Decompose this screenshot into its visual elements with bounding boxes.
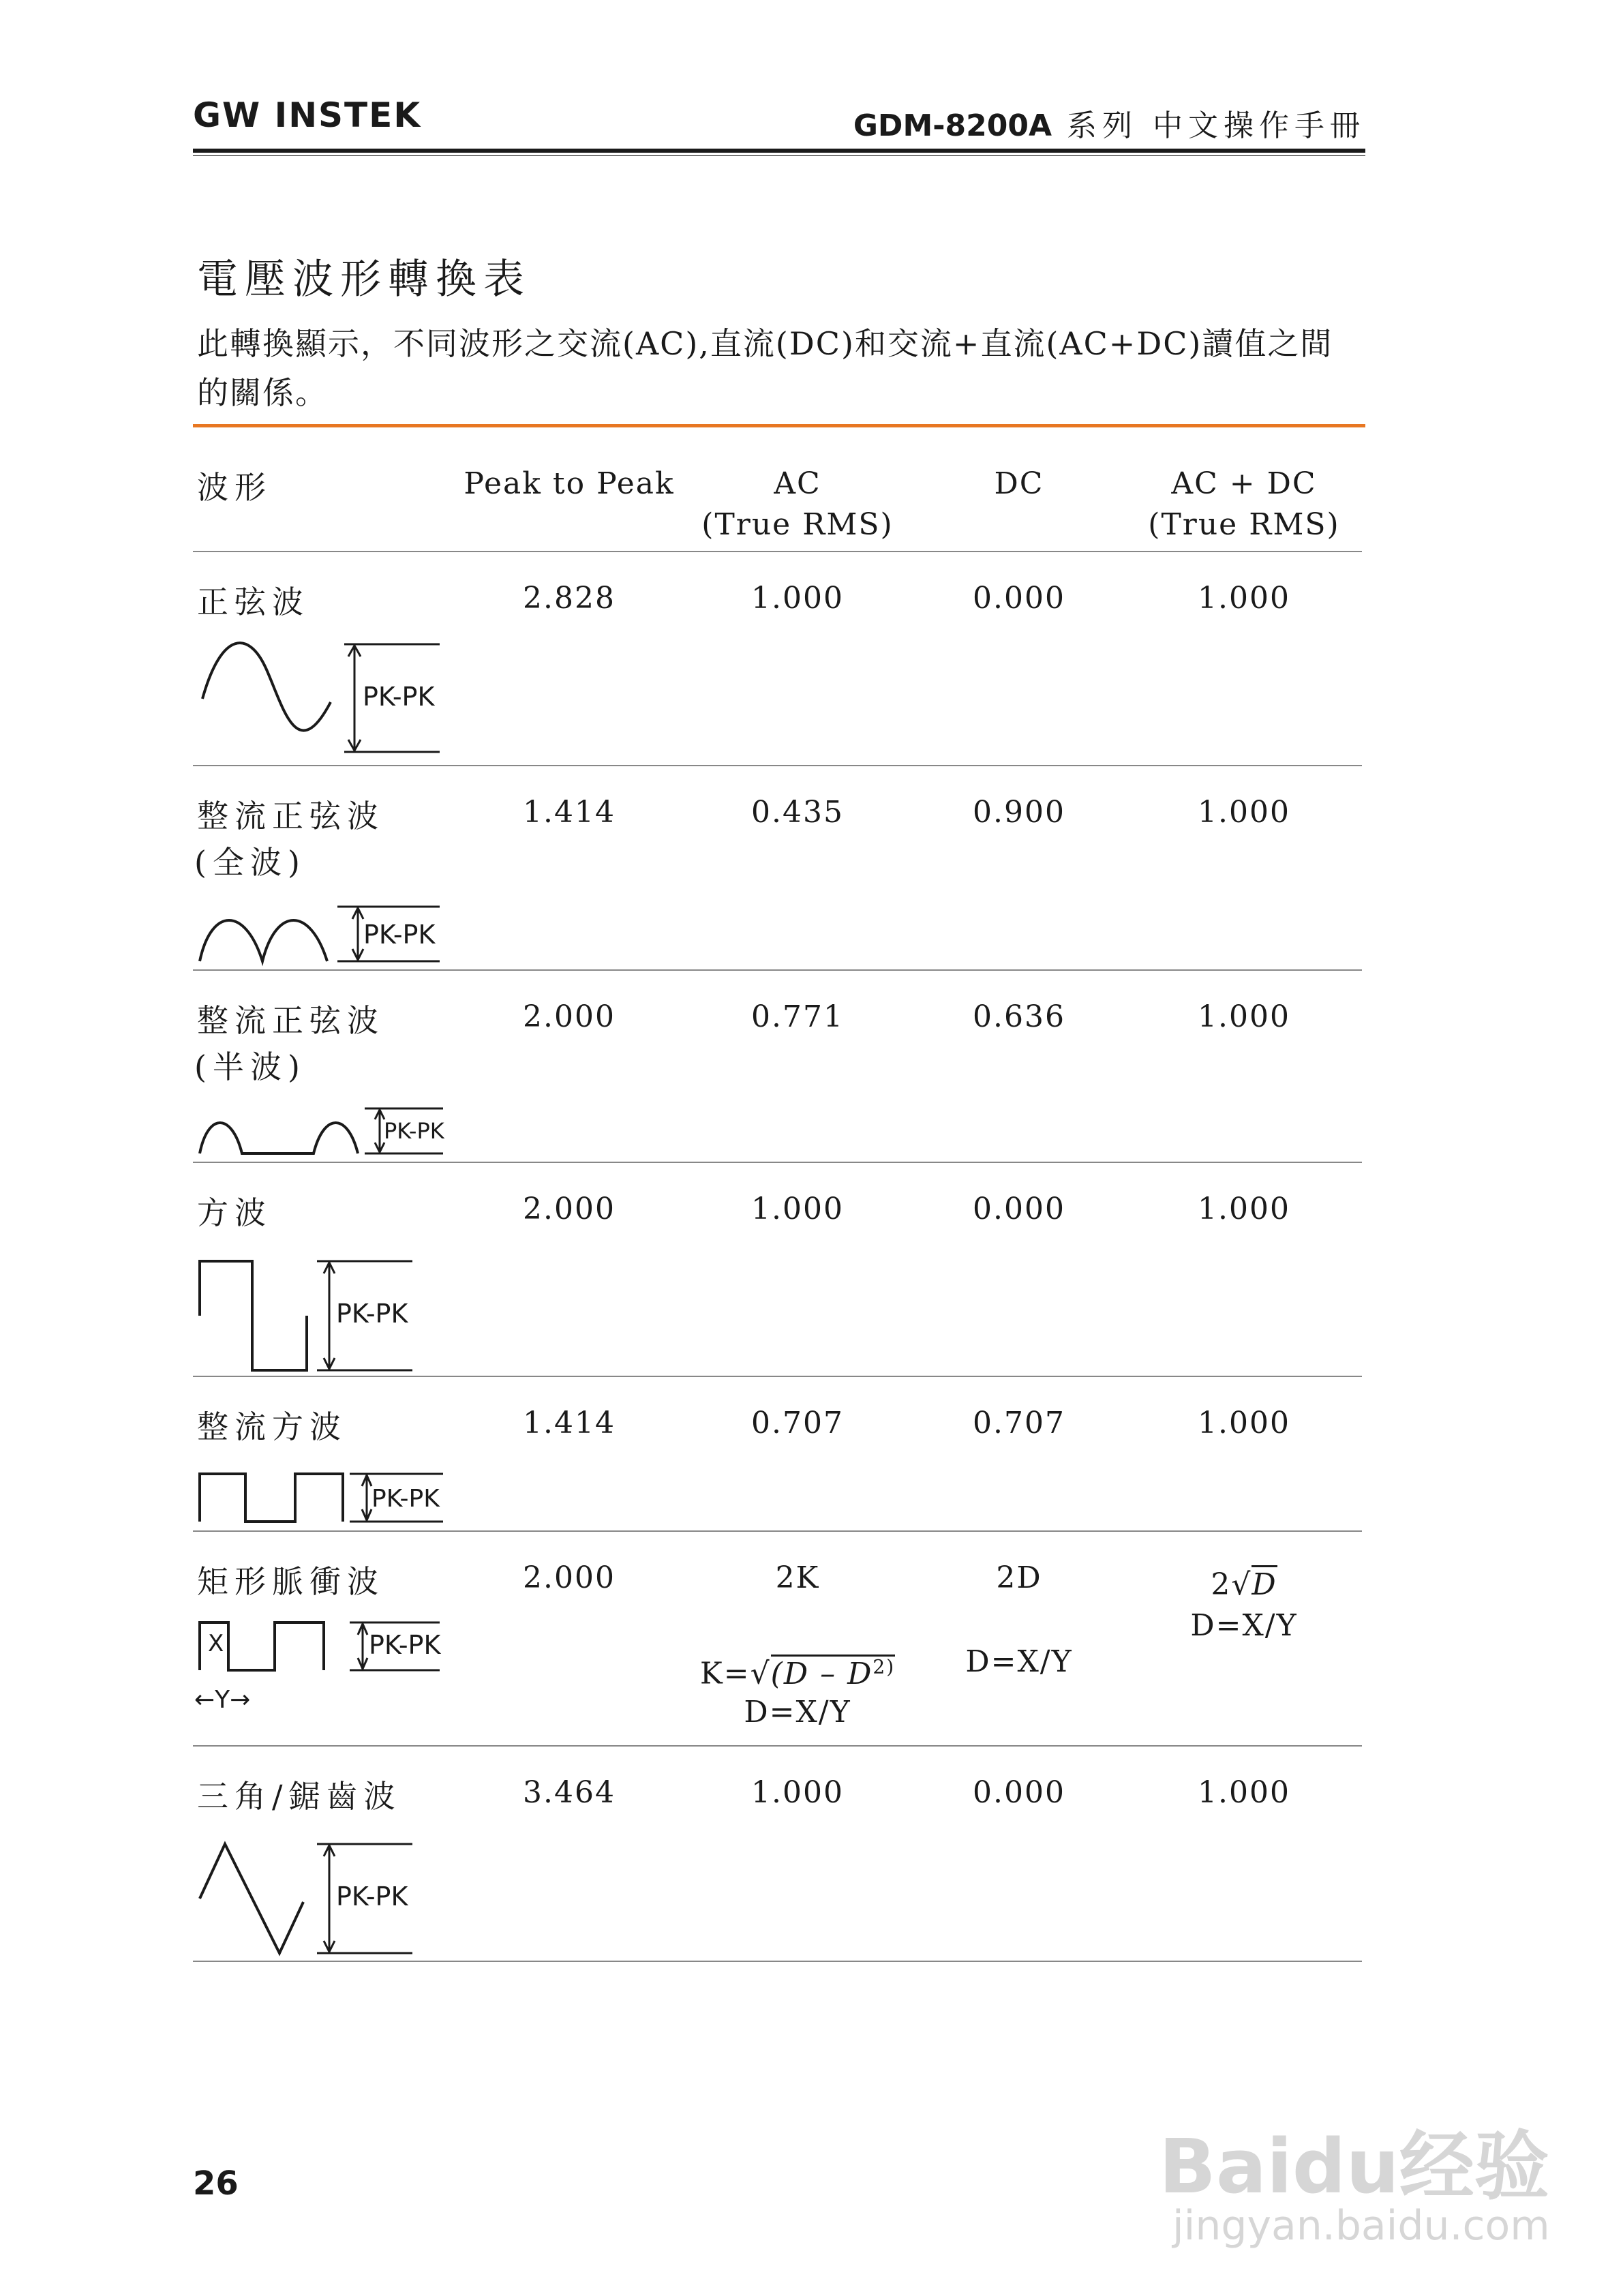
row-separator-6 <box>193 1745 1362 1747</box>
row-rectsquare-dc: 0.707 <box>973 1406 1065 1440</box>
manual-title-cn: 系列 中文操作手冊 <box>1052 108 1365 143</box>
row-fullwave-p2p: 1.414 <box>523 795 616 830</box>
brand-logo: GW INSTEK <box>193 95 422 135</box>
pulse-acdc-formula: D=X/Y <box>1190 1608 1298 1643</box>
header-acdc-line1: AC + DC <box>1171 466 1317 501</box>
row-pulse-ac: 2K <box>775 1560 820 1595</box>
pulse-ac-d: D=X/Y <box>744 1695 851 1729</box>
row-sine-name: 正弦波 <box>197 584 309 620</box>
triangle-pk-label: PK-PK <box>336 1882 408 1912</box>
rectsquare-figure <box>194 1466 453 1527</box>
pulse-acdc-sqrt: D <box>1252 1565 1277 1602</box>
row-sine-acdc: 1.000 <box>1198 581 1290 616</box>
watermark-logo: Baidu经验 <box>1159 2123 1549 2210</box>
row-triangle-ac: 1.000 <box>751 1775 844 1810</box>
sine-pk-label: PK-PK <box>363 682 435 712</box>
section-title: 電壓波形轉換表 <box>197 256 531 303</box>
header-waveform: 波形 <box>197 469 272 506</box>
row-square-dc: 0.000 <box>973 1192 1065 1226</box>
page-number: 26 <box>193 2164 239 2203</box>
pulse-ac-k: K= <box>699 1656 750 1691</box>
square-wave-figure <box>194 1254 453 1377</box>
row-fullwave-dc: 0.900 <box>973 795 1065 830</box>
header-separator <box>193 551 1362 552</box>
row-halfwave-acdc: 1.000 <box>1198 999 1290 1034</box>
row-pulse-acdc: 2√D <box>1118 1565 1370 1605</box>
row-square-name: 方波 <box>197 1194 272 1231</box>
row-fullwave-sub: (全波) <box>194 844 306 881</box>
row-fullwave-acdc: 1.000 <box>1198 795 1290 830</box>
row-rectsquare-ac: 0.707 <box>751 1406 844 1440</box>
row-triangle-name: 三角/鋸齒波 <box>197 1778 401 1815</box>
row-sine-ac: 1.000 <box>751 581 844 616</box>
triangle-wave-figure <box>194 1837 453 1960</box>
pulse-figure <box>194 1616 460 1718</box>
pulse-x-label: X <box>208 1630 224 1657</box>
manual-title <box>853 101 1365 145</box>
row-square-ac: 1.000 <box>751 1192 844 1226</box>
pulse-dc-formula: D=X/Y <box>965 1644 1073 1679</box>
row-halfwave-sub: (半波) <box>194 1048 306 1085</box>
row-separator-5 <box>193 1530 1362 1532</box>
row-pulse-p2p: 2.000 <box>523 1560 616 1595</box>
row-pulse-dc: 2D <box>996 1560 1042 1595</box>
row-halfwave-p2p: 2.000 <box>523 999 616 1034</box>
header-dc: DC <box>994 466 1044 501</box>
header-ac-line2: (True RMS) <box>701 507 894 542</box>
row-triangle-acdc: 1.000 <box>1198 1775 1290 1810</box>
pulse-ac-formula: $K=√(D - D^{2)}$ <box>699 1655 896 1691</box>
row-rectsquare-acdc: 1.000 <box>1198 1406 1290 1440</box>
section-intro: 此轉換顯示，不同波形之交流(AC),直流(DC)和交流+直流(AC+DC)讀值之間的關係。 <box>197 325 1333 411</box>
row-separator-1 <box>193 765 1362 766</box>
row-separator-4 <box>193 1376 1362 1377</box>
pulse-ac-expr-sup: 2) <box>873 1655 896 1678</box>
pulse-ac-expr <box>771 1655 895 1691</box>
watermark-url: jingyan.baidu.com <box>1172 2202 1550 2250</box>
rectsquare-pk-label: PK-PK <box>371 1485 440 1513</box>
row-triangle-dc: 0.000 <box>973 1775 1065 1810</box>
halfwave-figure <box>194 1099 453 1160</box>
header-acdc-line2: (True RMS) <box>1148 507 1340 542</box>
row-separator-7 <box>193 1961 1362 1962</box>
header-rule <box>193 149 1365 153</box>
sine-wave-figure <box>194 637 453 760</box>
model-name: GDM-8200A <box>853 108 1052 143</box>
row-fullwave-ac: 0.435 <box>751 795 844 830</box>
row-halfwave-name: 整流正弦波 <box>197 1002 384 1039</box>
row-sine-dc: 0.000 <box>973 581 1065 616</box>
pulse-pk-label: PK-PK <box>369 1630 441 1660</box>
row-sine-p2p: 2.828 <box>523 581 616 616</box>
row-fullwave-name: 整流正弦波 <box>197 798 384 834</box>
halfwave-pk-label: PK-PK <box>384 1118 444 1144</box>
row-separator-2 <box>193 969 1362 971</box>
row-square-p2p: 2.000 <box>523 1192 616 1226</box>
fullwave-pk-label: PK-PK <box>363 920 436 950</box>
pulse-y-label: ←Y→ <box>194 1686 251 1714</box>
table-top-rule <box>193 424 1365 427</box>
row-separator-3 <box>193 1162 1362 1163</box>
header-rule-thin <box>193 155 1365 156</box>
row-rectsquare-name: 整流方波 <box>197 1408 347 1445</box>
row-halfwave-dc: 0.636 <box>973 999 1065 1034</box>
row-pulse-name: 矩形脈衝波 <box>197 1563 384 1600</box>
row-square-acdc: 1.000 <box>1198 1192 1290 1226</box>
row-triangle-p2p: 3.464 <box>523 1775 616 1810</box>
square-pk-label: PK-PK <box>336 1299 408 1329</box>
pulse-acdc-coef: 2 <box>1211 1567 1232 1602</box>
header-p2p: Peak to Peak <box>464 466 675 501</box>
pulse-ac-expr-body: (D – D <box>770 1656 873 1691</box>
row-rectsquare-p2p: 1.414 <box>523 1406 616 1440</box>
header-ac-line1: AC <box>774 466 821 501</box>
row-halfwave-ac: 0.771 <box>751 999 844 1034</box>
fullwave-figure <box>194 893 453 968</box>
